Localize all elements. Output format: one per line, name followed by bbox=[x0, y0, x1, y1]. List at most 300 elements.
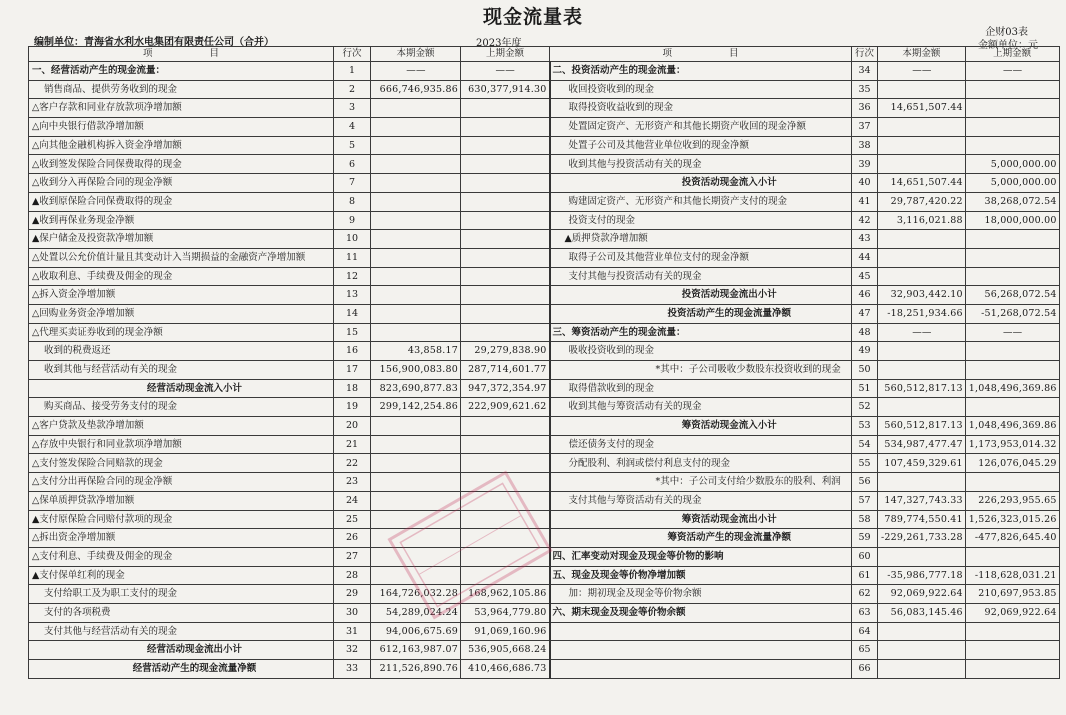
right-row-current-amount: 534,987,477.47 bbox=[878, 435, 966, 454]
table-row bbox=[29, 585, 1060, 604]
right-row-prior-amount: 5,000,000.00 bbox=[965, 155, 1059, 174]
row-line-number: 26 bbox=[334, 529, 371, 548]
row-current-amount bbox=[371, 473, 461, 492]
row-line-number: 31 bbox=[334, 622, 371, 641]
row-item-label: 一、经营活动产生的现金流量： bbox=[29, 62, 334, 81]
row-item-label: 收到的税费返还 bbox=[29, 342, 334, 361]
table-row bbox=[29, 379, 1060, 398]
table-row bbox=[29, 136, 1060, 155]
row-prior-amount bbox=[461, 323, 550, 342]
right-row-line-number: 35 bbox=[852, 80, 878, 99]
right-row-current-amount: 56,083,145.46 bbox=[878, 603, 966, 622]
right-row-current-amount: -229,261,733.28 bbox=[878, 529, 966, 548]
row-prior-amount: 287,714,601.77 bbox=[461, 361, 550, 380]
right-row-prior-amount bbox=[965, 267, 1059, 286]
row-line-number: 1 bbox=[334, 62, 371, 81]
right-row-item-label: 投资支付的现金 bbox=[550, 211, 852, 230]
right-row-line-number: 41 bbox=[852, 192, 878, 211]
table-row bbox=[29, 473, 1060, 492]
table-row bbox=[29, 547, 1060, 566]
right-row-line-number: 59 bbox=[852, 529, 878, 548]
row-line-number: 18 bbox=[334, 379, 371, 398]
right-row-item-label: 三、筹资活动产生的现金流量： bbox=[550, 323, 852, 342]
row-line-number: 33 bbox=[334, 660, 371, 679]
right-row-line-number: 47 bbox=[852, 304, 878, 323]
row-item-label: △处置以公允价值计量且其变动计入当期损益的金融资产净增加额 bbox=[29, 248, 334, 267]
right-row-line-number: 36 bbox=[852, 99, 878, 118]
col-header-item: 项 目 bbox=[29, 47, 334, 62]
row-prior-amount: 91,069,160.96 bbox=[461, 622, 550, 641]
row-current-amount bbox=[371, 155, 461, 174]
right-row-line-number: 50 bbox=[852, 361, 878, 380]
right-row-prior-amount bbox=[965, 80, 1059, 99]
right-row-current-amount bbox=[878, 473, 966, 492]
right-row-prior-amount bbox=[965, 641, 1059, 660]
right-row-current-amount: —— bbox=[878, 323, 966, 342]
row-line-number: 17 bbox=[334, 361, 371, 380]
right-row-item-label: 六、期末现金及现金等价物余额 bbox=[550, 603, 852, 622]
row-item-label: ▲保户储金及投资款净增加额 bbox=[29, 230, 334, 249]
right-row-current-amount bbox=[878, 342, 966, 361]
right-row-item-label: 投资活动产生的现金流量净额 bbox=[550, 304, 852, 323]
table-row bbox=[29, 660, 1060, 679]
row-current-amount bbox=[371, 323, 461, 342]
row-item-label: 经营活动产生的现金流量净额 bbox=[29, 660, 334, 679]
row-current-amount bbox=[371, 99, 461, 118]
right-row-current-amount: 3,116,021.88 bbox=[878, 211, 966, 230]
row-line-number: 6 bbox=[334, 155, 371, 174]
right-row-prior-amount: 1,048,496,369.86 bbox=[965, 379, 1059, 398]
table-row bbox=[29, 230, 1060, 249]
right-row-item-label: 五、现金及现金等价物净增加额 bbox=[550, 566, 852, 585]
row-item-label: △向其他金融机构拆入资金净增加额 bbox=[29, 136, 334, 155]
row-prior-amount bbox=[461, 491, 550, 510]
table-row bbox=[29, 211, 1060, 230]
right-row-item-label bbox=[550, 622, 852, 641]
right-row-prior-amount: 18,000,000.00 bbox=[965, 211, 1059, 230]
row-item-label: △客户贷款及垫款净增加额 bbox=[29, 417, 334, 436]
col-header-current-right: 本期金额 bbox=[878, 47, 966, 62]
row-line-number: 10 bbox=[334, 230, 371, 249]
table-row bbox=[29, 454, 1060, 473]
row-line-number: 12 bbox=[334, 267, 371, 286]
row-item-label: △回购业务资金净增加额 bbox=[29, 304, 334, 323]
row-current-amount bbox=[371, 417, 461, 436]
right-row-line-number: 60 bbox=[852, 547, 878, 566]
right-row-item-label: *其中：子公司吸收少数股东投资收到的现金 bbox=[550, 361, 852, 380]
row-prior-amount bbox=[461, 174, 550, 193]
right-row-prior-amount bbox=[965, 230, 1059, 249]
row-line-number: 11 bbox=[334, 248, 371, 267]
right-row-prior-amount: —— bbox=[965, 62, 1059, 81]
right-row-line-number: 51 bbox=[852, 379, 878, 398]
form-code: 企财03表 bbox=[985, 27, 1028, 38]
right-row-current-amount bbox=[878, 641, 966, 660]
right-row-current-amount: -35,986,777.18 bbox=[878, 566, 966, 585]
right-row-current-amount bbox=[878, 660, 966, 679]
row-line-number: 30 bbox=[334, 603, 371, 622]
right-row-current-amount bbox=[878, 230, 966, 249]
row-current-amount bbox=[371, 230, 461, 249]
right-row-prior-amount bbox=[965, 547, 1059, 566]
right-row-item-label: 加：期初现金及现金等价物余额 bbox=[550, 585, 852, 604]
right-row-current-amount: —— bbox=[878, 62, 966, 81]
table-row bbox=[29, 62, 1060, 81]
row-prior-amount: 410,466,686.73 bbox=[461, 660, 550, 679]
row-current-amount bbox=[371, 286, 461, 305]
right-row-prior-amount: 92,069,922.64 bbox=[965, 603, 1059, 622]
right-row-item-label: 处置子公司及其他营业单位收到的现金净额 bbox=[550, 136, 852, 155]
table-row bbox=[29, 80, 1060, 99]
page-title: 现金流量表 bbox=[482, 6, 583, 28]
row-item-label: 支付的各项税费 bbox=[29, 603, 334, 622]
right-row-line-number: 40 bbox=[852, 174, 878, 193]
row-item-label: △支付利息、手续费及佣金的现金 bbox=[29, 547, 334, 566]
right-row-line-number: 44 bbox=[852, 248, 878, 267]
right-row-line-number: 39 bbox=[852, 155, 878, 174]
table-row bbox=[29, 155, 1060, 174]
table-row bbox=[29, 398, 1060, 417]
table-row bbox=[29, 304, 1060, 323]
table-row bbox=[29, 603, 1060, 622]
row-line-number: 5 bbox=[334, 136, 371, 155]
right-row-current-amount bbox=[878, 398, 966, 417]
row-current-amount bbox=[371, 454, 461, 473]
row-item-label: ▲收到再保业务现金净额 bbox=[29, 211, 334, 230]
row-prior-amount bbox=[461, 566, 550, 585]
table-row bbox=[29, 529, 1060, 548]
row-line-number: 32 bbox=[334, 641, 371, 660]
row-current-amount: —— bbox=[371, 62, 461, 81]
row-current-amount: 666,746,935.86 bbox=[371, 80, 461, 99]
row-current-amount: 156,900,083.80 bbox=[371, 361, 461, 380]
right-row-current-amount bbox=[878, 155, 966, 174]
row-line-number: 28 bbox=[334, 566, 371, 585]
row-current-amount bbox=[371, 267, 461, 286]
row-prior-amount: 168,962,105.86 bbox=[461, 585, 550, 604]
row-prior-amount bbox=[461, 304, 550, 323]
row-item-label: △保单质押贷款净增加额 bbox=[29, 491, 334, 510]
right-row-current-amount bbox=[878, 361, 966, 380]
table-header-row bbox=[29, 47, 1060, 62]
table-row bbox=[29, 192, 1060, 211]
row-item-label: △支付签发保险合同赔款的现金 bbox=[29, 454, 334, 473]
right-row-item-label: 吸收投资收到的现金 bbox=[550, 342, 852, 361]
row-line-number: 20 bbox=[334, 417, 371, 436]
right-row-item-label bbox=[550, 641, 852, 660]
row-line-number: 24 bbox=[334, 491, 371, 510]
cash-flow-table bbox=[28, 46, 1060, 679]
right-row-line-number: 56 bbox=[852, 473, 878, 492]
row-line-number: 7 bbox=[334, 174, 371, 193]
right-row-item-label: 投资活动现金流入小计 bbox=[550, 174, 852, 193]
row-prior-amount bbox=[461, 435, 550, 454]
table-row bbox=[29, 491, 1060, 510]
right-row-item-label: 处置固定资产、无形资产和其他长期资产收回的现金净额 bbox=[550, 118, 852, 137]
row-current-amount: 211,526,890.76 bbox=[371, 660, 461, 679]
row-item-label: △客户存款和同业存放款项净增加额 bbox=[29, 99, 334, 118]
right-row-current-amount bbox=[878, 136, 966, 155]
row-item-label: 支付其他与经营活动有关的现金 bbox=[29, 622, 334, 641]
row-item-label: △代理买卖证券收到的现金净额 bbox=[29, 323, 334, 342]
row-line-number: 16 bbox=[334, 342, 371, 361]
right-row-prior-amount: -118,628,031.21 bbox=[965, 566, 1059, 585]
right-row-prior-amount bbox=[965, 361, 1059, 380]
right-row-line-number: 66 bbox=[852, 660, 878, 679]
right-row-line-number: 53 bbox=[852, 417, 878, 436]
right-row-item-label bbox=[550, 660, 852, 679]
right-row-prior-amount bbox=[965, 99, 1059, 118]
row-current-amount bbox=[371, 566, 461, 585]
row-line-number: 8 bbox=[334, 192, 371, 211]
right-row-current-amount: -18,251,934.66 bbox=[878, 304, 966, 323]
row-prior-amount bbox=[461, 248, 550, 267]
table-row bbox=[29, 174, 1060, 193]
col-header-item-right: 项 目 bbox=[550, 47, 852, 62]
right-row-prior-amount bbox=[965, 248, 1059, 267]
table-row bbox=[29, 118, 1060, 137]
row-item-label: 购买商品、接受劳务支付的现金 bbox=[29, 398, 334, 417]
row-current-amount: 612,163,987.07 bbox=[371, 641, 461, 660]
right-row-line-number: 54 bbox=[852, 435, 878, 454]
row-line-number: 22 bbox=[334, 454, 371, 473]
right-row-prior-amount: —— bbox=[965, 323, 1059, 342]
row-line-number: 14 bbox=[334, 304, 371, 323]
row-current-amount bbox=[371, 547, 461, 566]
right-row-prior-amount: 56,268,072.54 bbox=[965, 286, 1059, 305]
row-prior-amount bbox=[461, 99, 550, 118]
row-current-amount bbox=[371, 192, 461, 211]
row-prior-amount: 630,377,914.30 bbox=[461, 80, 550, 99]
row-prior-amount bbox=[461, 454, 550, 473]
col-header-line-right: 行次 bbox=[852, 47, 878, 62]
right-row-line-number: 65 bbox=[852, 641, 878, 660]
row-line-number: 19 bbox=[334, 398, 371, 417]
right-row-prior-amount: 1,526,323,015.26 bbox=[965, 510, 1059, 529]
right-row-current-amount: 789,774,550.41 bbox=[878, 510, 966, 529]
row-line-number: 13 bbox=[334, 286, 371, 305]
row-item-label: 支付给职工及为职工支付的现金 bbox=[29, 585, 334, 604]
right-row-line-number: 49 bbox=[852, 342, 878, 361]
right-row-item-label: 收到其他与投资活动有关的现金 bbox=[550, 155, 852, 174]
col-header-line: 行次 bbox=[334, 47, 371, 62]
row-current-amount: 43,858.17 bbox=[371, 342, 461, 361]
row-item-label: △收到分入再保险合同的现金净额 bbox=[29, 174, 334, 193]
row-current-amount: 299,142,254.86 bbox=[371, 398, 461, 417]
row-item-label: 经营活动现金流出小计 bbox=[29, 641, 334, 660]
right-row-item-label: 筹资活动现金流出小计 bbox=[550, 510, 852, 529]
row-item-label: △向中央银行借款净增加额 bbox=[29, 118, 334, 137]
row-item-label: 经营活动现金流入小计 bbox=[29, 379, 334, 398]
row-item-label: △收到签发保险合同保费取得的现金 bbox=[29, 155, 334, 174]
right-row-prior-amount: 226,293,955.65 bbox=[965, 491, 1059, 510]
right-row-line-number: 61 bbox=[852, 566, 878, 585]
right-row-current-amount: 107,459,329.61 bbox=[878, 454, 966, 473]
row-item-label: ▲支付保单红利的现金 bbox=[29, 566, 334, 585]
table-row bbox=[29, 566, 1060, 585]
table-row bbox=[29, 248, 1060, 267]
row-item-label: ▲收到原保险合同保费取得的现金 bbox=[29, 192, 334, 211]
table-row bbox=[29, 641, 1060, 660]
row-current-amount bbox=[371, 510, 461, 529]
row-line-number: 27 bbox=[334, 547, 371, 566]
row-prior-amount: 222,909,621.62 bbox=[461, 398, 550, 417]
right-row-prior-amount bbox=[965, 473, 1059, 492]
row-prior-amount bbox=[461, 286, 550, 305]
table-row bbox=[29, 267, 1060, 286]
right-row-prior-amount bbox=[965, 660, 1059, 679]
right-row-item-label: 购建固定资产、无形资产和其他长期资产支付的现金 bbox=[550, 192, 852, 211]
right-row-current-amount: 14,651,507.44 bbox=[878, 174, 966, 193]
right-row-current-amount bbox=[878, 80, 966, 99]
right-row-item-label: 偿还债务支付的现金 bbox=[550, 435, 852, 454]
right-row-item-label: 支付其他与筹资活动有关的现金 bbox=[550, 491, 852, 510]
table-row bbox=[29, 361, 1060, 380]
right-row-item-label: *其中：子公司支付给少数股东的股利、利润 bbox=[550, 473, 852, 492]
col-header-current: 本期金额 bbox=[371, 47, 461, 62]
right-row-line-number: 52 bbox=[852, 398, 878, 417]
right-row-line-number: 34 bbox=[852, 62, 878, 81]
row-prior-amount bbox=[461, 211, 550, 230]
row-current-amount bbox=[371, 491, 461, 510]
right-row-prior-amount bbox=[965, 342, 1059, 361]
row-prior-amount bbox=[461, 267, 550, 286]
right-row-prior-amount: 1,173,953,014.32 bbox=[965, 435, 1059, 454]
col-header-prior: 上期金额 bbox=[461, 47, 550, 62]
row-line-number: 25 bbox=[334, 510, 371, 529]
row-item-label: ▲支付原保险合同赔付款项的现金 bbox=[29, 510, 334, 529]
right-row-prior-amount bbox=[965, 622, 1059, 641]
right-row-line-number: 38 bbox=[852, 136, 878, 155]
right-row-prior-amount: -51,268,072.54 bbox=[965, 304, 1059, 323]
row-prior-amount: 947,372,354.97 bbox=[461, 379, 550, 398]
right-row-item-label: 收到其他与筹资活动有关的现金 bbox=[550, 398, 852, 417]
right-row-line-number: 63 bbox=[852, 603, 878, 622]
right-row-item-label: 二、投资活动产生的现金流量： bbox=[550, 62, 852, 81]
row-current-amount bbox=[371, 435, 461, 454]
row-prior-amount bbox=[461, 510, 550, 529]
right-row-current-amount: 29,787,420.22 bbox=[878, 192, 966, 211]
amount-unit: 金额单位：元 bbox=[978, 40, 1038, 51]
row-item-label: △收取利息、手续费及佣金的现金 bbox=[29, 267, 334, 286]
row-line-number: 2 bbox=[334, 80, 371, 99]
row-current-amount bbox=[371, 304, 461, 323]
right-row-current-amount: 92,069,922.64 bbox=[878, 585, 966, 604]
right-row-line-number: 46 bbox=[852, 286, 878, 305]
right-row-line-number: 57 bbox=[852, 491, 878, 510]
row-item-label: 销售商品、提供劳务收到的现金 bbox=[29, 80, 334, 99]
row-item-label: △支付分出再保险合同的现金净额 bbox=[29, 473, 334, 492]
row-item-label: △拆入资金净增加额 bbox=[29, 286, 334, 305]
row-current-amount bbox=[371, 136, 461, 155]
row-prior-amount bbox=[461, 529, 550, 548]
row-current-amount bbox=[371, 211, 461, 230]
right-row-item-label: ▲质押贷款净增加额 bbox=[550, 230, 852, 249]
right-row-prior-amount: 126,076,045.29 bbox=[965, 454, 1059, 473]
row-prior-amount bbox=[461, 230, 550, 249]
right-row-line-number: 48 bbox=[852, 323, 878, 342]
reporting-entity: 编制单位：青海省水利水电集团有限责任公司（合并） bbox=[34, 37, 274, 48]
table-row bbox=[29, 286, 1060, 305]
right-row-current-amount: 147,327,743.33 bbox=[878, 491, 966, 510]
right-row-item-label: 取得子公司及其他营业单位支付的现金净额 bbox=[550, 248, 852, 267]
right-row-current-amount bbox=[878, 622, 966, 641]
right-row-item-label: 取得借款收到的现金 bbox=[550, 379, 852, 398]
right-row-current-amount: 32,903,442.10 bbox=[878, 286, 966, 305]
right-row-line-number: 62 bbox=[852, 585, 878, 604]
row-prior-amount: 536,905,668.24 bbox=[461, 641, 550, 660]
table-row bbox=[29, 99, 1060, 118]
reporting-period: 2023年度 bbox=[476, 38, 522, 49]
table-row bbox=[29, 417, 1060, 436]
right-row-line-number: 45 bbox=[852, 267, 878, 286]
row-line-number: 23 bbox=[334, 473, 371, 492]
row-current-amount: 54,289,024.24 bbox=[371, 603, 461, 622]
row-current-amount bbox=[371, 174, 461, 193]
right-row-current-amount bbox=[878, 547, 966, 566]
row-prior-amount bbox=[461, 192, 550, 211]
right-row-current-amount bbox=[878, 267, 966, 286]
right-row-prior-amount bbox=[965, 398, 1059, 417]
right-row-prior-amount: 5,000,000.00 bbox=[965, 174, 1059, 193]
row-line-number: 4 bbox=[334, 118, 371, 137]
row-prior-amount: 29,279,838.90 bbox=[461, 342, 550, 361]
col-header-prior-right: 上期金额 bbox=[965, 47, 1059, 62]
row-prior-amount bbox=[461, 118, 550, 137]
right-row-prior-amount: 210,697,953.85 bbox=[965, 585, 1059, 604]
right-row-prior-amount bbox=[965, 136, 1059, 155]
right-row-current-amount bbox=[878, 118, 966, 137]
right-row-item-label: 筹资活动产生的现金流量净额 bbox=[550, 529, 852, 548]
right-row-item-label: 四、汇率变动对现金及现金等价物的影响 bbox=[550, 547, 852, 566]
row-item-label: 收到其他与经营活动有关的现金 bbox=[29, 361, 334, 380]
row-prior-amount bbox=[461, 417, 550, 436]
right-row-current-amount: 560,512,817.13 bbox=[878, 417, 966, 436]
right-row-prior-amount: 1,048,496,369.86 bbox=[965, 417, 1059, 436]
row-prior-amount bbox=[461, 547, 550, 566]
row-line-number: 15 bbox=[334, 323, 371, 342]
right-row-prior-amount: 38,268,072.54 bbox=[965, 192, 1059, 211]
right-row-item-label: 分配股利、利润或偿付利息支付的现金 bbox=[550, 454, 852, 473]
right-row-prior-amount bbox=[965, 118, 1059, 137]
row-item-label: △存放中央银行和同业款项净增加额 bbox=[29, 435, 334, 454]
right-row-line-number: 64 bbox=[852, 622, 878, 641]
row-prior-amount bbox=[461, 473, 550, 492]
row-prior-amount: 53,964,779.80 bbox=[461, 603, 550, 622]
table-row bbox=[29, 510, 1060, 529]
row-line-number: 3 bbox=[334, 99, 371, 118]
row-prior-amount bbox=[461, 136, 550, 155]
row-item-label: △拆出资金净增加额 bbox=[29, 529, 334, 548]
right-row-current-amount bbox=[878, 248, 966, 267]
row-line-number: 29 bbox=[334, 585, 371, 604]
right-row-item-label: 支付其他与投资活动有关的现金 bbox=[550, 267, 852, 286]
right-row-current-amount: 14,651,507.44 bbox=[878, 99, 966, 118]
row-line-number: 21 bbox=[334, 435, 371, 454]
right-row-item-label: 收回投资收到的现金 bbox=[550, 80, 852, 99]
right-row-line-number: 55 bbox=[852, 454, 878, 473]
table-row bbox=[29, 342, 1060, 361]
table-row bbox=[29, 435, 1060, 454]
right-row-line-number: 43 bbox=[852, 230, 878, 249]
row-current-amount: 94,006,675.69 bbox=[371, 622, 461, 641]
right-row-prior-amount: -477,826,645.40 bbox=[965, 529, 1059, 548]
right-row-line-number: 37 bbox=[852, 118, 878, 137]
right-row-item-label: 筹资活动现金流入小计 bbox=[550, 417, 852, 436]
row-current-amount: 823,690,877.83 bbox=[371, 379, 461, 398]
row-line-number: 9 bbox=[334, 211, 371, 230]
table-body bbox=[29, 62, 1060, 679]
